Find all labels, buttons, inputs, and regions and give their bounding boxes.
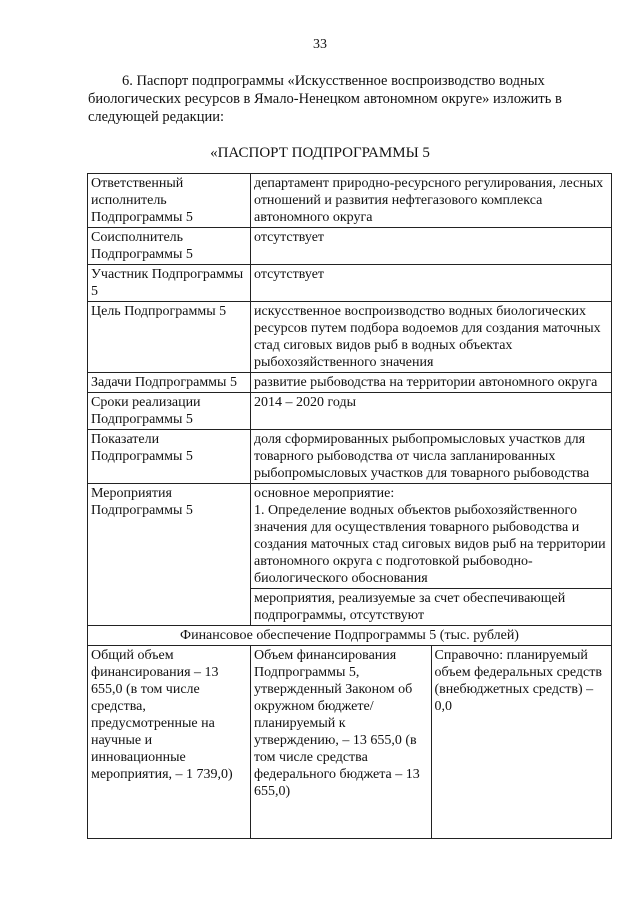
row-label: Задачи Подпрограммы 5 [88,373,251,393]
row-label: Сроки реализации Подпрограммы 5 [88,393,251,430]
table-row [88,373,612,393]
intro-line-1: 6. Паспорт подпрограммы «Искусственное воспроизводство водных [122,73,545,89]
page-number: 33 [313,37,327,52]
financing-reference: Справочно: планируемый объем федеральных средств (внебюджетных средств) – 0,0 [431,646,612,839]
intro-line-2: биологических ресурсов в Ямало-Ненецком автономном округе» изложить в [88,91,562,107]
table-row [88,430,612,484]
row-label: Соисполнитель Подпрограммы 5 [88,228,251,265]
row-value [251,484,612,589]
row-value: доля сформированных рыбопромысловых участков для товарного рыбоводства от числа запланированных рыбопромысловых участков для товарного рыбоводства [251,430,612,484]
table-row [88,646,612,839]
passport-table [87,173,612,839]
table-row [88,393,612,430]
table-row [88,265,612,302]
row-value: развитие рыбоводства на территории автономного округа [251,373,612,393]
table-row [88,484,612,589]
intro-paragraph [88,72,608,126]
row-value: отсутствует [251,265,612,302]
row-label: Цель Подпрограммы 5 [88,302,251,373]
financing-approved: Объем финансирования Подпрограммы 5, утвержденный Законом об окружном бюджете/ планируемый к утверждению, – 13 655,0 (в том числе средства федерального бюджета – 13 655,0) [251,646,432,839]
row-value-extra: мероприятия, реализуемые за счет обеспечивающей подпрограммы, отсутствуют [251,589,612,626]
table-row [88,228,612,265]
table-row [88,302,612,373]
row-value: 2014 – 2020 годы [251,393,612,430]
table-row [88,626,612,646]
row-value: искусственное воспроизводство водных биологических ресурсов путем подбора водоемов для создания маточных стад сиговых видов рыб в водных объектах рыбохозяйственного значения [251,302,612,373]
passport-title: «ПАСПОРТ ПОДПРОГРАММЫ 5 [210,145,430,161]
intro-line-3: следующей редакции: [88,109,225,125]
table-row [88,174,612,228]
main-activity-item: 1. Определение водных объектов рыбохозяйственного значения для осуществления товарного рыбоводства и создания маточных стад сиговых видов рыб на территории автономного округа с подготовкой рыбоводно-биологического обоснования [254,503,606,586]
row-label: Показатели Подпрограммы 5 [88,430,251,484]
row-value: отсутствует [251,228,612,265]
financing-total: Общий объем финансирования – 13 655,0 (в том числе средства, предусмотренные на научные и инновационные мероприятия, – 1 739,0) [88,646,251,839]
row-label: Ответственный исполнитель Подпрограммы 5 [88,174,251,228]
row-label: Мероприятия Подпрограммы 5 [88,484,251,626]
row-value: департамент природно-ресурсного регулирования, лесных отношений и развития нефтегазового комплекса автономного округа [251,174,612,228]
financing-header: Финансовое обеспечение Подпрограммы 5 (тыс. рублей) [88,626,612,646]
row-label: Участник Подпрограммы 5 [88,265,251,302]
main-activity-label: основное мероприятие: [254,486,395,501]
